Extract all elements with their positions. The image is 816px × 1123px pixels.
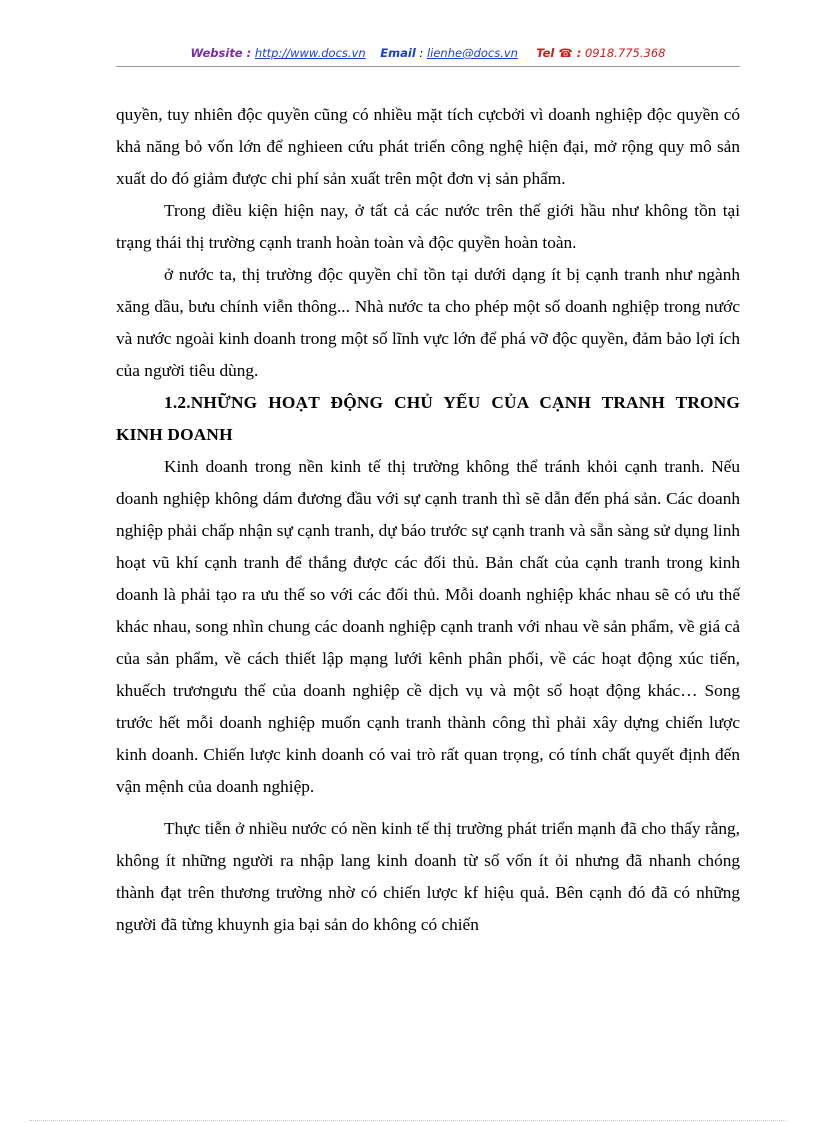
page-header (116, 46, 740, 66)
email-link[interactable]: lienhe@docs.vn (426, 46, 518, 60)
paragraph-1: quyền, tuy nhiên độc quyền cũng có nhiều mặt tích cựcbởi vì doanh nghiệp độc quyền có khả năng bỏ vốn lớn để nghieen cứu phát triển công nghệ hiện đại, mở rộng quy mô sản xuất do đó giảm được chi phí sản xuất trên một đơn vị sản phẩm. (116, 105, 740, 188)
email-separator: : (419, 46, 427, 60)
email-label: Email (380, 46, 416, 60)
paragraph-3: ở nước ta, thị trường độc quyền chỉ tồn tại dưới dạng ít bị cạnh tranh như ngành xăng dầu, bưu chính viễn thông... Nhà nước ta cho phép một số doanh nghiệp trong nước và nước ngoài kinh doanh trong một số lĩnh vực lớn để phá vỡ độc quyền, đảm bảo lợi ích của người tiêu dùng. (116, 265, 740, 380)
tel-label: Tel ☎ : (536, 46, 582, 60)
paragraph-5: Thực tiễn ở nhiều nước có nền kinh tế thị trường phát triển mạnh đã cho thấy rằng, không ít những người ra nhập lang kinh doanh từ số vốn ít ỏi nhưng đã nhanh chóng thành đạt trên thương trường nhờ có chiến lược kf hiệu quả. Bên cạnh đó đã có những người đã từng khuynh gia bại sản do không có chiến (116, 819, 740, 934)
website-label: Website : (190, 46, 252, 60)
section-heading: 1.2.NHỮNG HOẠT ĐỘNG CHỦ YẾU CỦA CẠNH TRANH TRONG KINH DOANH (116, 393, 740, 444)
header-divider (116, 66, 740, 67)
paragraph-4: Kinh doanh trong nền kinh tế thị trường không thể tránh khỏi cạnh tranh. Nếu doanh nghiệp không dám đương đầu với sự cạnh tranh thì sẽ dẫn đến phá sản. Các doanh nghiệp phải chấp nhận sự cạnh tranh, dự báo trước sự cạnh tranh và sẵn sàng sử dụng linh hoạt vũ khí cạnh tranh để thắng được các đối thủ. Bản chất của cạnh tranh trong kinh doanh là phải tạo ra ưu thế so với các đối thủ. Mỗi doanh nghiệp khác nhau sẽ có ưu thế khác nhau, song nhìn chung các doanh nghiệp cạnh tranh với nhau về sản phẩm, về giá cả của sản phẩm, về cách thiết lập mạng lưới kênh phân phối, về các hoạt động xúc tiến, khuếch trươngưu thế của doanh nghiệp cề dịch vụ và một số hoạt động khác… Song trước hết mỗi doanh nghiệp muốn cạnh tranh thành công thì phải xây dựng chiến lược kinh doanh. Chiến lược kinh doanh có vai trò rất quan trọng, có tính chất quyết định đến vận mệnh của doanh nghiệp. (116, 457, 740, 796)
footer-divider (30, 1120, 786, 1121)
website-link[interactable]: http://www.docs.vn (254, 46, 366, 60)
paragraph-2: Trong điều kiện hiện nay, ở tất cả các nước trên thế giới hầu như không tồn tại trạng thái thị trường cạnh tranh hoàn toàn và độc quyền hoàn toàn. (116, 201, 740, 252)
tel-number: 0918.775.368 (584, 46, 666, 60)
document-body (116, 99, 740, 941)
